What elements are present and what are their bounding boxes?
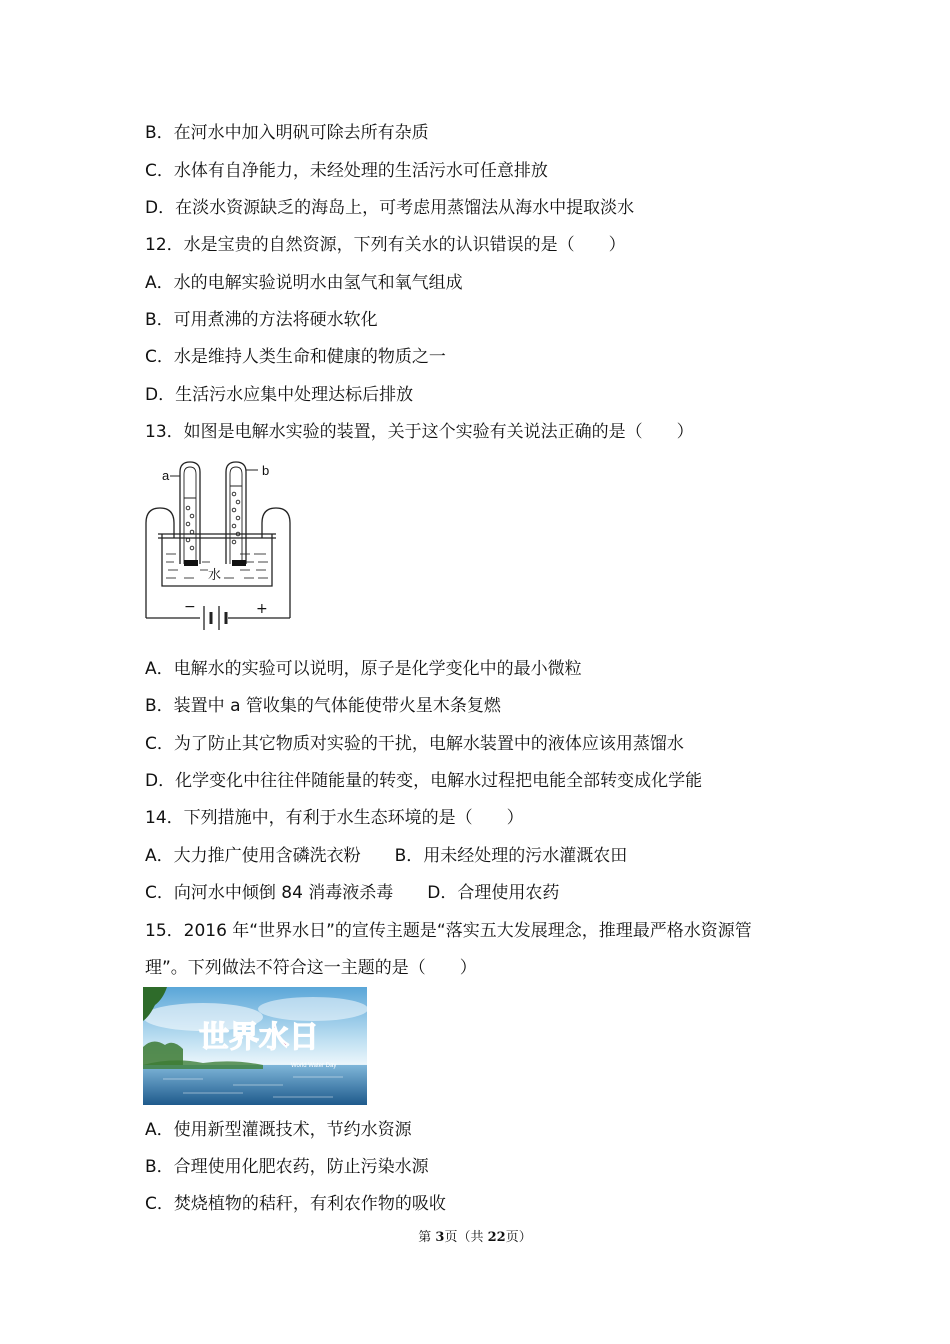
footer-page-number: 3 — [435, 1230, 445, 1245]
footer-suffix: 页） — [505, 1230, 532, 1245]
q11-option-d: D．在淡水资源缺乏的海岛上，可考虑用蒸馏法从海水中提取淡水 — [145, 198, 635, 218]
page-footer — [0, 1226, 950, 1245]
world-water-day-banner — [143, 987, 367, 1105]
label-water: 水 — [208, 568, 222, 583]
q11-option-b: B．在河水中加入明矾可除去所有杂质 — [145, 123, 429, 143]
q11-option-c: C．水体有自净能力，未经处理的生活污水可任意排放 — [145, 161, 548, 181]
q15-stem-line2: 理”。下列做法不符合这一主题的是（ ） — [145, 958, 477, 978]
q12-option-d: D．生活污水应集中处理达标后排放 — [145, 385, 414, 405]
label-plus: + — [256, 601, 268, 617]
q13-option-c: C．为了防止其它物质对实验的干扰，电解水装置中的液体应该用蒸馏水 — [145, 734, 684, 754]
q14-stem: 14．下列措施中，有利于水生态环境的是（ ） — [145, 808, 524, 828]
q13-option-a: A．电解水的实验可以说明，原子是化学变化中的最小微粒 — [145, 659, 582, 679]
q13-option-d: D．化学变化中往往伴随能量的转变，电解水过程把电能全部转变成化学能 — [145, 771, 703, 791]
q12-option-a: A．水的电解实验说明水由氢气和氧气组成 — [145, 273, 463, 293]
q14-options-ab: A．大力推广使用含磷洗衣粉 B．用未经处理的污水灌溉农田 — [145, 846, 628, 866]
footer-prefix: 第 — [418, 1230, 436, 1245]
q13-option-b: B．装置中 a 管收集的气体能使带火星木条复燃 — [145, 696, 501, 716]
q15-option-c: C．焚烧植物的秸秆，有利农作物的吸收 — [145, 1194, 446, 1214]
footer-total-pages: 22 — [487, 1230, 506, 1245]
footer-mid: 页（共 — [444, 1230, 488, 1245]
label-b: b — [262, 463, 270, 478]
q12-option-c: C．水是维持人类生命和健康的物质之一 — [145, 347, 446, 367]
q15-option-b: B．合理使用化肥农药，防止污染水源 — [145, 1157, 429, 1177]
q13-stem: 13．如图是电解水实验的装置，关于这个实验有关说法正确的是（ ） — [145, 422, 694, 442]
q15-option-a: A．使用新型灌溉技术，节约水资源 — [145, 1120, 412, 1140]
label-a: a — [162, 468, 170, 483]
q15-stem-line1: 15．2016 年“世界水日”的宣传主题是“落实五大发展理念，推理最严格水资源管 — [145, 921, 752, 941]
q12-option-b: B．可用煮沸的方法将硬水软化 — [145, 310, 378, 330]
q12-stem: 12．水是宝贵的自然资源，下列有关水的认识错误的是（ ） — [145, 235, 626, 255]
q14-options-cd: C．向河水中倾倒 84 消毒液杀毒 D．合理使用农药 — [145, 883, 560, 903]
banner-subtitle: World Water Day — [291, 1063, 337, 1069]
label-minus: − — [184, 599, 196, 615]
electrolysis-diagram — [140, 458, 300, 648]
banner-title: 世界水日 — [199, 1020, 319, 1055]
